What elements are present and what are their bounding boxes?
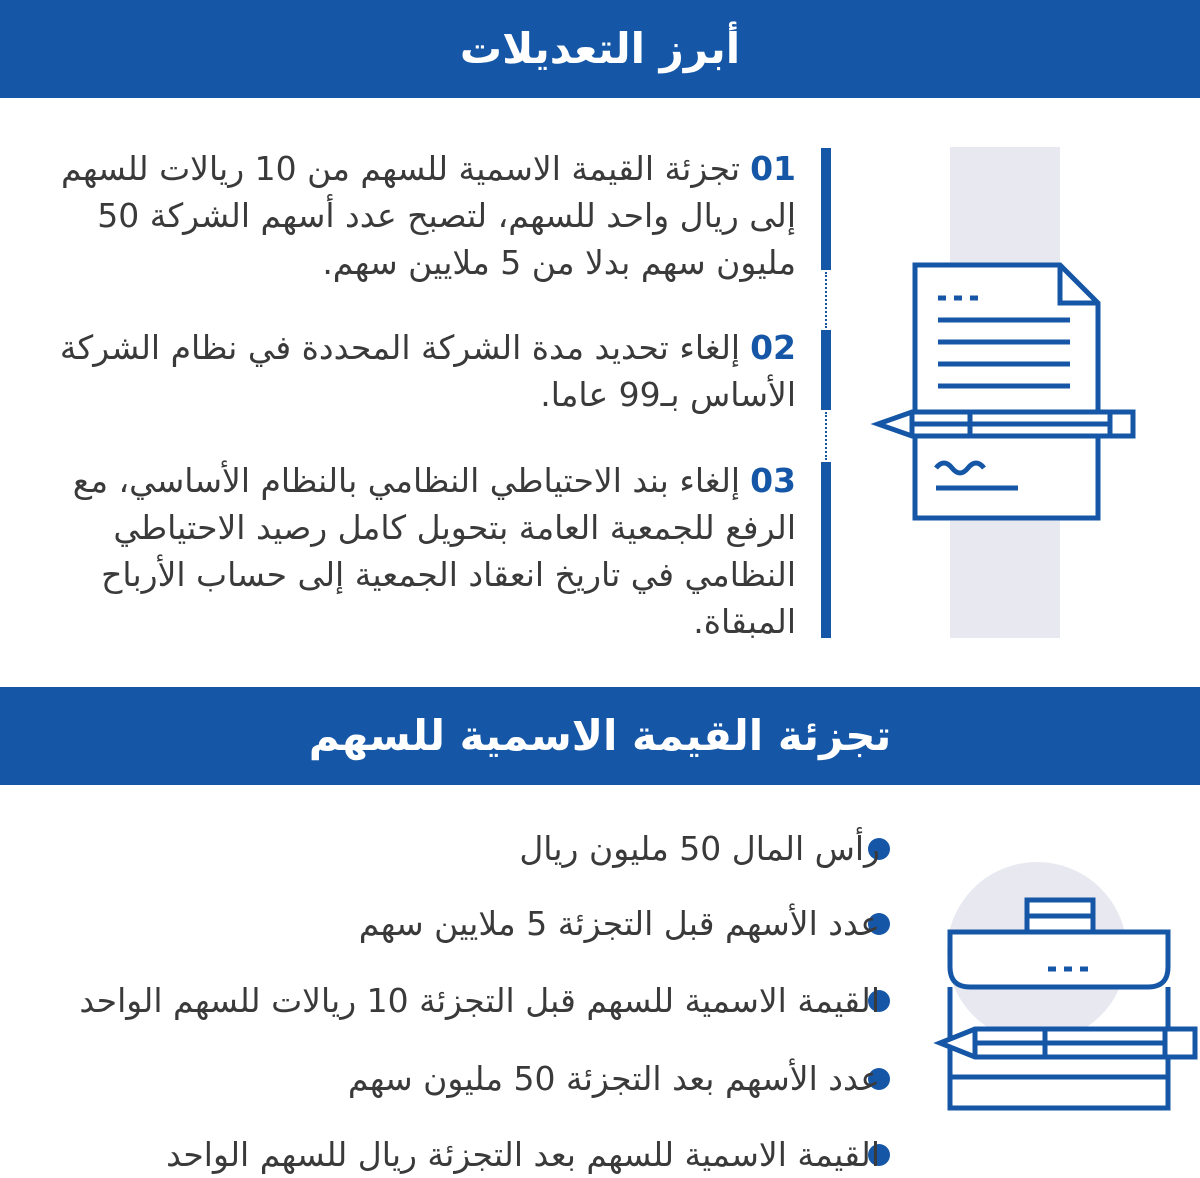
amendment-item (36, 457, 796, 645)
amendment-text: إلغاء بند الاحتياطي النظامي بالنظام الأساسي، مع الرفع للجمعية العامة بتحويل كامل رصيد الاحتياطي النظامي في تاريخ انعقاد الجمعية إلى حساب الأرباح المبقاة. (72, 461, 796, 641)
timeline-dots (825, 412, 827, 460)
section-banner (0, 687, 1200, 785)
list-item: عدد الأسهم قبل التجزئة 5 ملايين سهم (358, 904, 880, 943)
header-banner (0, 0, 1200, 98)
amendment-text: تجزئة القيمة الاسمية للسهم من 10 ريالات للسهم إلى ريال واحد للسهم، لتصبح عدد أسهم الشركة 50 مليون سهم بدلا من 5 ملايين سهم. (61, 149, 796, 282)
list-item: رأس المال 50 مليون ريال (519, 829, 880, 868)
amendment-number: 02 (750, 328, 796, 367)
page-title: أبرز التعديلات (459, 24, 741, 73)
document-pen-icon (870, 260, 1140, 530)
section-title: تجزئة القيمة الاسمية للسهم (308, 711, 892, 760)
amendment-text: إلغاء تحديد مدة الشركة المحددة في نظام الشركة الأساس بـ99 عاما. (59, 328, 796, 414)
list-item: القيمة الاسمية للسهم قبل التجزئة 10 ريالات للسهم الواحد (79, 981, 880, 1020)
timeline-dots (825, 272, 827, 328)
amendment-number: 03 (750, 461, 796, 500)
list-item: عدد الأسهم بعد التجزئة 50 مليون سهم (347, 1059, 880, 1098)
timeline-bar (821, 148, 831, 270)
list-item: القيمة الاسمية للسهم بعد التجزئة ريال للسهم الواحد (166, 1135, 880, 1174)
timeline-bar (821, 462, 831, 638)
timeline-bar (821, 330, 831, 410)
briefcase-pen-icon (935, 895, 1200, 1115)
amendment-item (36, 324, 796, 418)
amendment-number: 01 (750, 149, 796, 188)
amendment-item (36, 145, 796, 286)
